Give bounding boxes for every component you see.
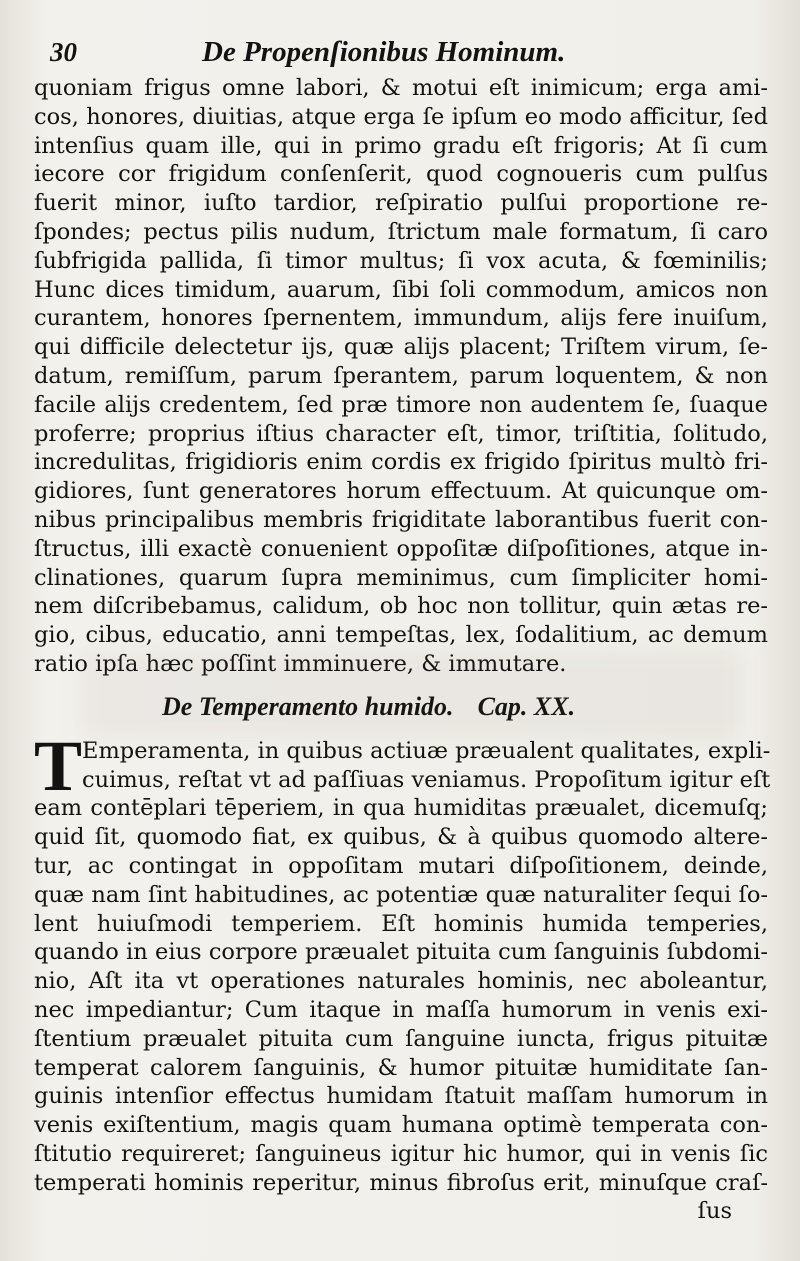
text-line: fuerit minor, iuſto tardior, reſpiratio pulſui proportione re-: [34, 190, 768, 217]
paragraph-2: [34, 725, 771, 1227]
text-line: curantem, honores ſpernentem, immundum, alijs fere inuiſum,: [34, 305, 768, 332]
text-line: quando in eius corpore præualet pituita cum ſanguinis ſubdomi-: [34, 939, 768, 966]
text-line: qui difficile delectetur ijs, quæ alijs placent; Triſtem virum, ſe-: [34, 334, 768, 361]
running-head: [34, 30, 768, 74]
text-line: quid ſit, quomodo fiat, ex quibus, & à quibus quomodo altere-: [34, 824, 768, 851]
text-line: proferre; proprius iſtius character eſt, timor, triſtitia, ſolitudo,: [34, 420, 768, 447]
text-line: lent huiuſmodi temperiem. Eſt hominis humida temperies,: [34, 910, 768, 937]
text-line: tur, ac contingat in oppoſitam mutari diſpoſitionem, deinde,: [34, 852, 768, 879]
text-line: temperat calorem ſanguinis, & humor pituitæ humiditate ſan-: [34, 1054, 768, 1081]
text-line: ſtitutio requireret; ſanguineus igitur hic humor, qui in venis ſic: [34, 1140, 768, 1167]
opening-lines: [34, 725, 771, 806]
text-line: quoniam frigus omne labori, & motui eſt inimicum; erga ami-: [34, 75, 768, 101]
page-number: 30: [50, 37, 77, 67]
text-line: Emperamenta, in quibus actiuæ præualent qualitates, expli-: [82, 737, 771, 764]
text-line: temperati hominis reperitur, minus fibroſus erit, minuſque craſ-: [34, 1169, 768, 1196]
text-line: nem diſcribebamus, calidum, ob hoc non tollitur, quin ætas re-: [34, 593, 768, 620]
text-line: Hunc dices timidum, auarum, ſibi ſoli commodum, amicos non: [34, 276, 768, 303]
text-line: iecore cor frigidum conſenſerit, quod cognoueris cum pulſus: [34, 161, 768, 188]
ink-show-through: [80, 650, 740, 740]
text-line: guinis intenſior effectus humidam ſtatuit maſſam humorum in: [34, 1083, 768, 1110]
text-line: clinationes, quarum ſupra meminimus, cum ſimpliciter homi-: [34, 564, 768, 591]
chapter-title: De Temperamento humido.: [162, 691, 454, 721]
text-line: datum, remiſſum, parum ſperantem, parum loquentem, & non: [34, 362, 768, 389]
text-line: ratio ipſa hæc poſſint imminuere, & immutare.: [34, 650, 567, 677]
text-line: ſubfrigida pallida, ſi timor multus; ſi vox acuta, & fœminilis;: [34, 247, 768, 274]
text-line: venis exiſtentium, magis quam humana optimè temperata con-: [34, 1112, 768, 1139]
paragraph-1: [34, 74, 768, 679]
drop-cap: T: [34, 725, 83, 806]
text-line: cuimus, reſtat vt ad paſſiuas veniamus. Propoſitum igitur eſt: [82, 766, 771, 793]
chapter-number: Cap. XX.: [477, 691, 576, 721]
text-line: quæ nam ſint habitudines, ac potentiæ quæ naturaliter ſequi ſo-: [34, 881, 768, 908]
text-line: eam contēplari tēperiem, in qua humiditas præualet, dicemuſq;: [34, 795, 768, 822]
catchword: ſus: [697, 1198, 732, 1225]
text-line: facile alijs credentem, ſed præ timore non audentem ſe, ſuaque: [34, 391, 768, 418]
text-line: nec impediantur; Cum itaque in maſſa humorum in venis exi-: [34, 996, 768, 1023]
text-line: nibus principalibus membris frigiditate laborantibus fuerit con-: [34, 506, 768, 533]
text-line: nio, Aſt ita vt operationes naturales hominis, nec aboleantur,: [34, 968, 768, 995]
text-line: cos, honores, diuitias, atque erga ſe ipſum eo modo afficitur, ſed: [34, 103, 768, 130]
running-title: De Propenſionibus Hominum.: [202, 36, 566, 68]
text-line: ſpondes; pectus pilis nudum, ſtrictum male formatum, ſi caro: [34, 218, 768, 245]
text-line: ſtentium præualet pituita cum ſanguine iuncta, frigus pituitæ: [34, 1025, 768, 1052]
text-line: ſtructus, illi exactè conuenient oppoſitæ diſpoſitiones, atque in-: [34, 535, 768, 562]
text-line: intenſius quam ille, qui in primo gradu eſt frigoris; At ſi cum: [34, 132, 768, 159]
text-line: gio, cibus, educatio, anni tempeſtas, lex, ſodalitium, ac demum: [34, 622, 768, 649]
text-line: incredulitas, frigidioris enim cordis ex frigido ſpiritus multò fri-: [34, 449, 768, 476]
text-line: gidiores, ſunt generatores horum effectuum. At quicunque om-: [34, 478, 768, 505]
